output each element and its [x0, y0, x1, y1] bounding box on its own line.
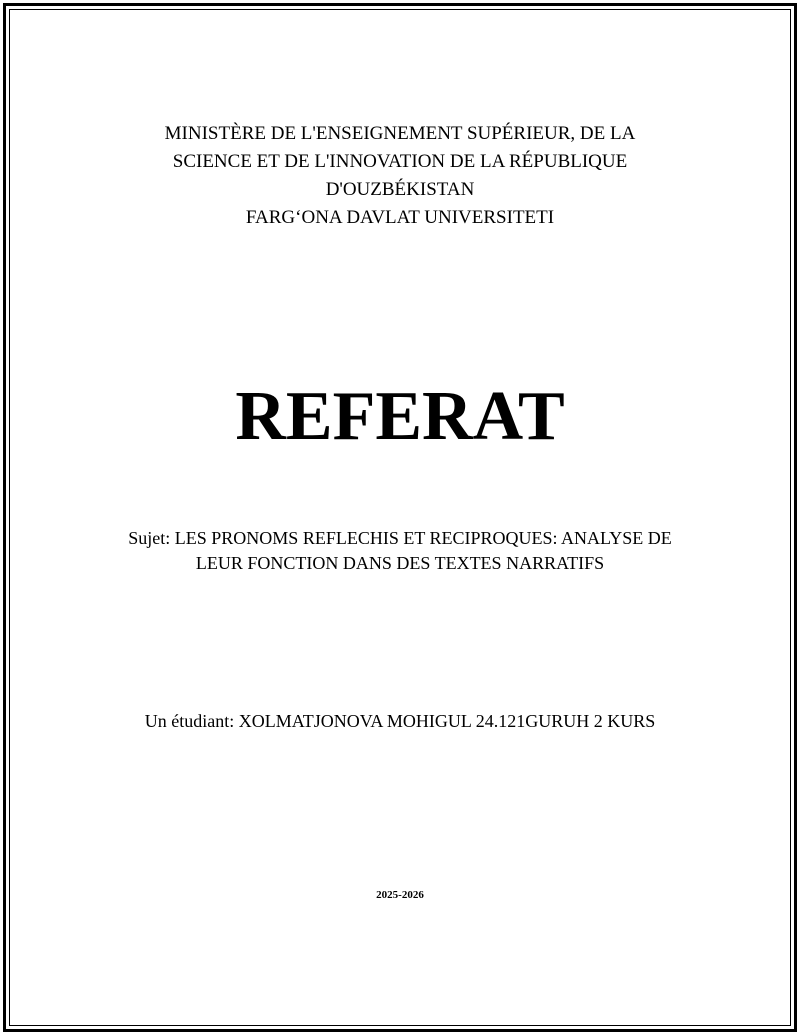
- academic-year: 2025-2026: [376, 889, 424, 901]
- header-line-science: SCIENCE ET DE L'INNOVATION DE LA RÉPUBLIQUE: [172, 151, 628, 172]
- header-line-country: D'OUZBÉKISTAN: [325, 179, 475, 200]
- subject-block: [0, 526, 800, 576]
- header-line-ministry: MINISTÈRE DE L'ENSEIGNEMENT SUPÉRIEUR, DE LA: [164, 123, 636, 144]
- student-info: Un étudiant: XOLMATJONOVA MOHIGUL 24.121GURUH 2 KURS: [144, 711, 656, 731]
- header-line-university: FARG‘ONA DAVLAT UNIVERSITETI: [245, 207, 555, 228]
- document-title: REFERAT: [235, 378, 565, 455]
- institution-header: [0, 120, 800, 232]
- subject-line-1: Sujet: LES PRONOMS REFLECHIS ET RECIPROQUES: ANALYSE DE: [128, 528, 672, 548]
- subject-line-2: LEUR FONCTION DANS DES TEXTES NARRATIFS: [195, 553, 605, 573]
